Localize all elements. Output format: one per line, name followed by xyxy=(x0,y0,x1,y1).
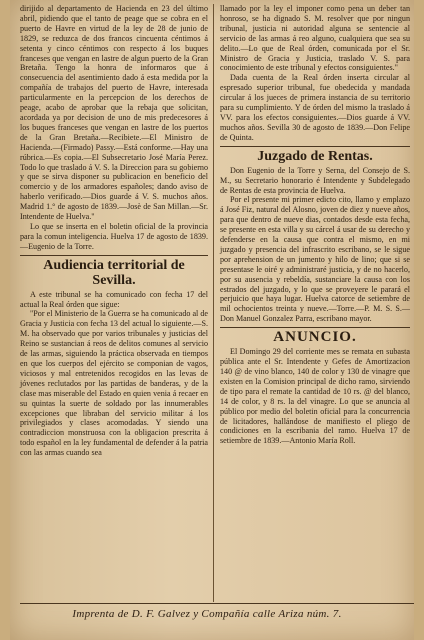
newspaper-page xyxy=(10,0,414,640)
section-heading-anuncio: ANUNCIO. xyxy=(273,329,357,346)
section-rule xyxy=(220,327,410,328)
paragraph: Dada cuenta de la Real órden inserta circular al espresado superior tribunal, fue obedecida y mandada circular á los jueces de primera instancia de su territorio para su cumplimiento. Y de órden del mismo la traslado á VV. para los efectos consiguientes.—Dios guarde á VV. muchos años. Sevilla 30 de agosto de 1839.—Don Felipe de Quinta. xyxy=(220,73,410,142)
paragraph: Lo que se inserta en el boletin oficial de la provincia para la comun inteligencia. Huelva 17 de agosto de 1839.—Eugenio de la Torre. xyxy=(20,221,208,251)
paragraph: "Por el Ministerio de la Guerra se ha comunicado al de Gracia y Justicia con fecha 13 del actual lo siguiente.—S. M. ha observado que por varios tribunales y justicias del Reino se sustancian á reos de delitos comunes al servicio de las armas, siguiendo la práctica observada en tiempos en que los cuerpos del ejército se componian de vagos, viciosos y mal entretenidos recogidos en las levas de jóvenes reclutados por las partidas de banderas, y de la clase mas miserable del Estado en quien venia á recaer en su quintas la suerte de soldado por las innumerables excepciones que libraban del servicio militar á los privilegiados y clases acomodadas. Y siendo una contradiccion monstruosa con la obligacion prescrita á todo español en la ley fundamental de defender á la patria con las armas cuando sea xyxy=(20,309,208,458)
paragraph: llamado por la ley el imponer como pena un deber tan honroso, se ha dignado S. M. resolver que por ningun tribunal, justicia ni autoridad alguna se sentencie al servicio de las armas á reo alguno, cualquiera que sea su delito.—Lo que de Real órden, comunicada por el Sr. Ministro de Gracia y Justicia, traslado V. S. para conocimiento de este tribunal y efectos consiguientes." xyxy=(220,4,410,73)
paragraph: El Domingo 29 del corriente mes se remata en subasta pública ante el Sr. Intendente y Gefes de Amortizacion 140 @ de vino blanco, 140 de color y 130 de vinagre que existen en la Comision principal de dicho ramo, sirviendo de tipo para el remate la cantidad de 10 rs. @ del blanco, 14 de color, y 8 rs. la del vinagre. Lo que se anuncia al público por medio del boletin oficial para la concurrencia de licitadores, hallándose de manifiesto el pliego de condiciones en la escribania del ramo. Huelva 17 de setiembre de 1839.—Antonio María Roll. xyxy=(220,347,410,446)
right-column xyxy=(220,4,410,446)
printer-imprint: Imprenta de D. F. Galvez y Compañía calle Ariza núm. 7. xyxy=(72,608,342,620)
section-rule xyxy=(220,146,410,147)
footer-rule xyxy=(20,603,414,604)
left-column xyxy=(20,4,208,458)
paragraph: A este tribunal se ha comunicado con fecha 17 del actual la Real órden que sigue: xyxy=(20,289,208,309)
section-heading-audiencia: Audiencia territorial de Sevilla. xyxy=(43,257,185,288)
paragraph: Por el presente mi primer edicto cito, llamo y emplazo á José Fiz, natural del Alosno, joven de diez y nueve años, para que dentro de nueve dias, contados desde esta fecha, se presente en esta villa y su cárcel á usar de su derecho y defenderse en la causa que contra el mismo, en mi juzgado y presencia del infrascrito escribano, se le sigue por aprehension de un jumento y hilo de lino; que si se presentase le oiré y administraré justicia, y de no hacerlo, por su ausencia y rebeldía, sustanciare la causa con los estrados del juzgado, y lo que se proveyere le parará el perjuicio que haya lugar. Huelva catorce de setiembre de mil ochocientos treinta y nueve.—Torre.—P. M. S. S.—Don Manuel Gonzalez Parra, escribano mayor. xyxy=(220,195,410,324)
paragraph: Don Eugenio de la Torre y Serna, del Consejo de S. M., su Secretario honorario é Intendente y Subdelegado de Rentas de esta provincia de Huelva. xyxy=(220,165,410,195)
section-rule xyxy=(20,255,208,256)
section-heading-juzgado: Juzgado de Rentas. xyxy=(257,148,373,164)
column-divider xyxy=(213,4,214,602)
paragraph: dirijido al departamento de Hacienda en 23 del último abril, pidiendo que el tanto de peage que se cobra en el puerto de Havre en virtud de la ley de 28 de junio de 1829, se reduzca de dos francos cincuenta céntimos á setenta y cinco céntimos con respecto á los buques franceses que vengan en lastre de algun puerto de la Gran Bretaña. Tengo la honra de informaros que á consecuencia del asentimiento dado á esta medida por la compañía de trabajos del puerto de Havre, interesada particularmente en la percepcion de los derechos de peage, acabo de aprobar que la rebaja que solicitan, acordada ya por decision de uno de mis predecesores á los buques franceses que vengan en lastre de los puertos de la Gran Bretaña.—Recibiete.—El Ministro de Hacienda.—(Firmado) Passy.—Está conforme.—Hay una rúbrica.—Es copia.—El Subsecretario José María Perez. Todo lo que traslado á V. S. la Direccion para su gobierno y que se sirva disponer su publicacion en beneficio del comercio y de los armadores españoles; dando aviso de haberlo verificado.—Dios guarde á V. S. muchos años. Madrid 1.° de agosto de 1839.—Josè de San Millan.—Sr. Intendente de Huelva." xyxy=(20,4,208,222)
